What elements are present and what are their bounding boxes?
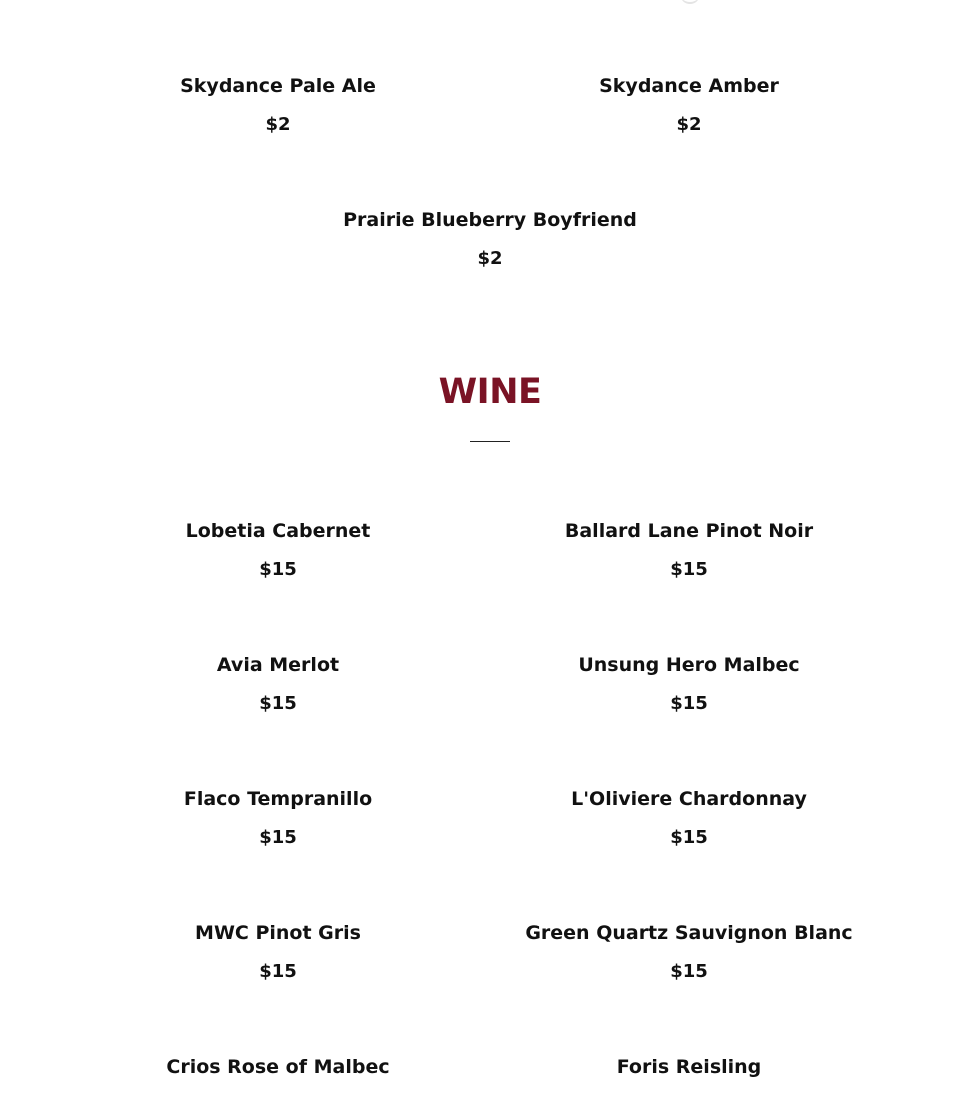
menu-item-name: Foris Reisling — [616, 1056, 762, 1078]
menu-item — [68, 921, 488, 984]
menu-item-name: Green Quartz Sauvignon Blanc — [525, 922, 853, 944]
menu-item-price: $15 — [670, 693, 708, 714]
menu-item-price: $15 — [259, 827, 297, 848]
menu-item-price: $15 — [259, 559, 297, 580]
menu-item-name: MWC Pinot Gris — [195, 922, 361, 944]
menu-item — [280, 208, 700, 271]
menu-item-name: Flaco Tempranillo — [183, 788, 373, 810]
menu-item-name: Ballard Lane Pinot Noir — [564, 520, 814, 542]
menu-item — [68, 519, 488, 582]
menu-item — [479, 74, 899, 137]
section-divider — [470, 441, 510, 442]
menu-item-name: Crios Rose of Malbec — [166, 1056, 390, 1078]
menu-item-price: $15 — [670, 827, 708, 848]
menu-item-price: $15 — [670, 559, 708, 580]
menu-item — [479, 653, 899, 716]
menu-item-price: $15 — [259, 961, 297, 982]
menu-item — [479, 1055, 899, 1079]
section-title-wine: WINE — [438, 372, 542, 412]
menu-item-price: $2 — [265, 114, 291, 135]
menu-item-price: $15 — [259, 693, 297, 714]
menu-item — [68, 74, 488, 137]
menu-item — [68, 653, 488, 716]
menu-item — [479, 519, 899, 582]
menu-item — [68, 1055, 488, 1079]
menu-item-price: $2 — [676, 114, 702, 135]
menu-item-name: Avia Merlot — [216, 654, 340, 676]
menu-item-name: Skydance Pale Ale — [180, 75, 376, 97]
menu-item-name: Skydance Amber — [599, 75, 779, 97]
menu-item-name: L'Oliviere Chardonnay — [571, 788, 807, 810]
menu-item — [479, 787, 899, 850]
menu-item-name: Unsung Hero Malbec — [578, 654, 800, 676]
menu-item-price: $2 — [477, 248, 503, 269]
menu-item-price: $15 — [670, 961, 708, 982]
menu-item-name: Lobetia Cabernet — [185, 520, 371, 542]
menu-item-name: Prairie Blueberry Boyfriend — [343, 209, 637, 231]
menu-item — [479, 921, 899, 984]
cropped-decoration — [680, 0, 700, 4]
menu-item — [68, 787, 488, 850]
